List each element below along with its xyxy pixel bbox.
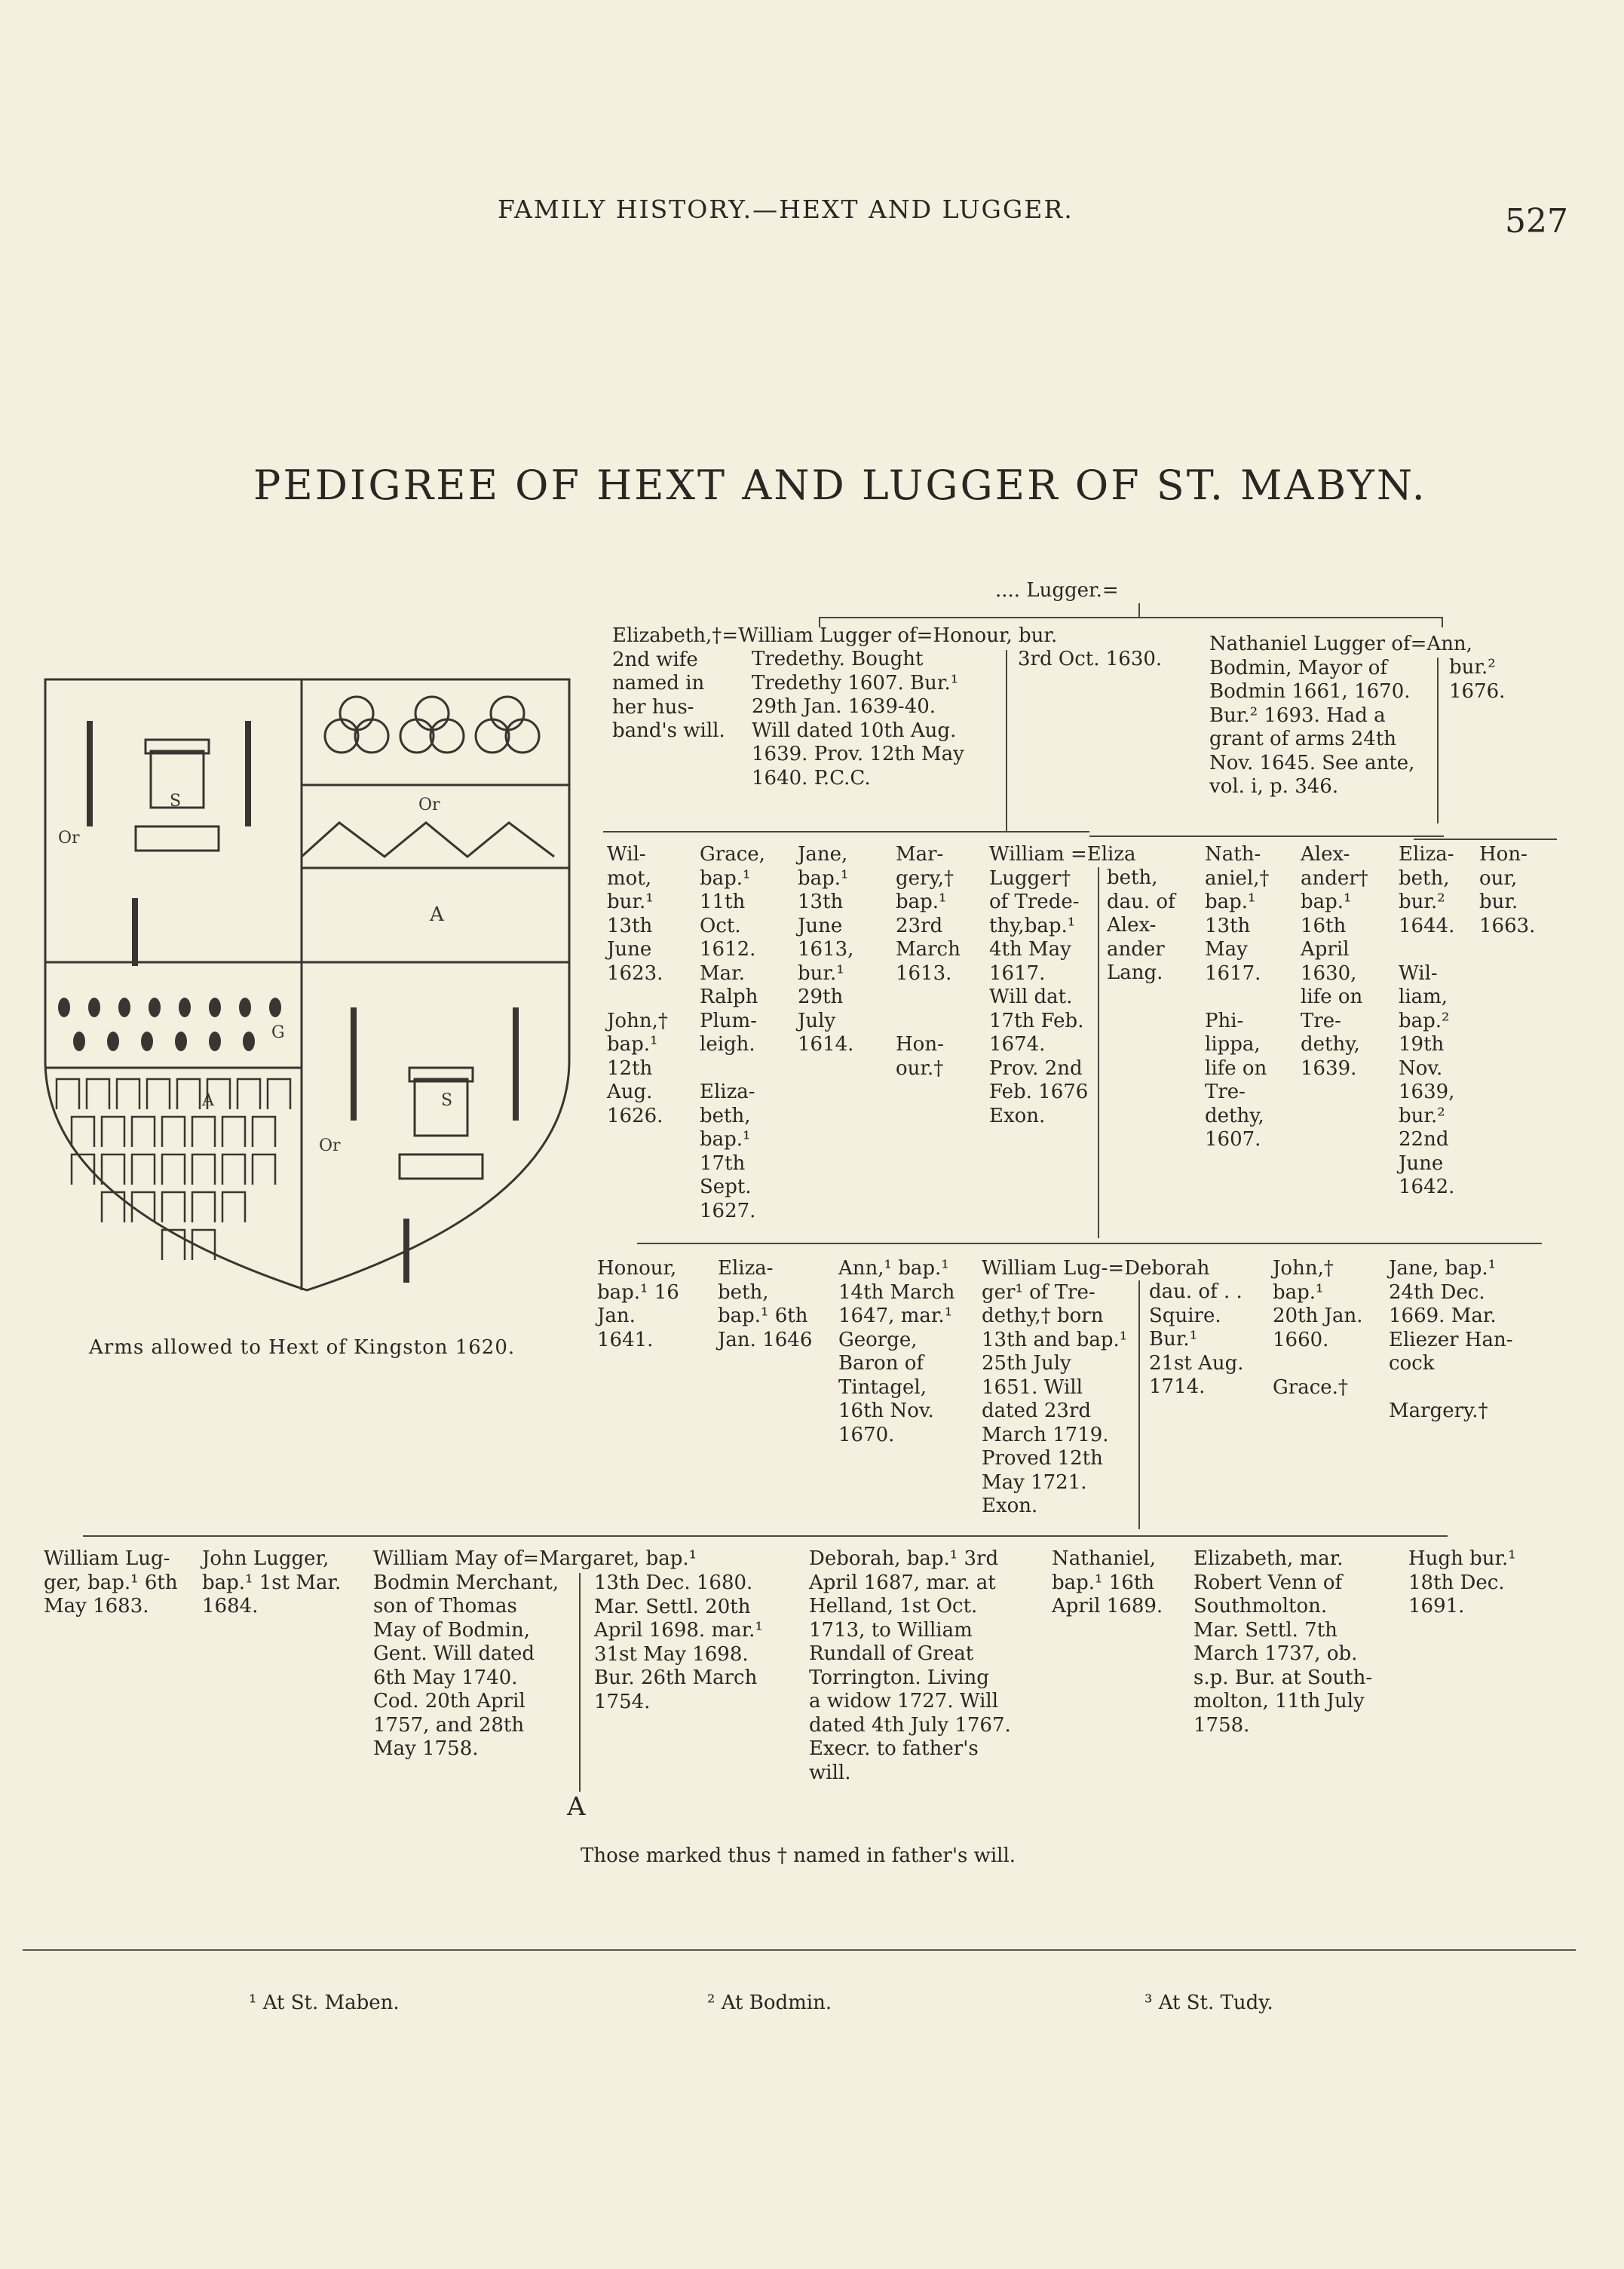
page-number: 527 bbox=[1505, 202, 1568, 241]
jane-gen2: Jane, bap.¹ 13th June 1613, bur.¹ 29th July 1614. bbox=[798, 843, 854, 1056]
footnote-2: ² At Bodmin. bbox=[707, 1992, 832, 2014]
line bbox=[83, 1535, 1448, 1537]
footnote-3: ³ At St. Tudy. bbox=[1144, 1992, 1273, 2014]
line bbox=[1098, 867, 1099, 1238]
nathaniel-gen2: Nath- aniel,† bap.¹ 13th May 1617. Phi- lippa, life on Tre- dethy, 1607. bbox=[1205, 843, 1270, 1151]
continuation-mark: A bbox=[567, 1792, 586, 1822]
line bbox=[1089, 836, 1444, 837]
elizabeth-gen2: Eliza- beth, bur.² 1644. Wil- liam, bap.² 19th Nov. 1639, bur.² 22nd June 1642. bbox=[1399, 843, 1455, 1198]
tincture-a: A bbox=[430, 903, 444, 926]
hugh-gen4: Hugh bur.¹ 18th Dec. 1691. bbox=[1408, 1547, 1516, 1617]
jane-gen3: Jane, bap.¹ 24th Dec. 1669. Mar. Eliezer Han- cock Margery.† bbox=[1389, 1257, 1513, 1422]
honour-gen3: Honour, bap.¹ 16 Jan. 1641. bbox=[597, 1257, 679, 1351]
elizabeth-gen4: Elizabeth, mar. Robert Venn of Southmolton. Mar. Settl. 7th March 1737, ob. s.p. Bur. at South- molton, 11th July 1758. bbox=[1193, 1547, 1373, 1737]
line bbox=[603, 831, 1089, 832]
arms-caption: Arms allowed to Hext of Kingston 1620. bbox=[89, 1336, 516, 1359]
ann-gen1: bur.² 1676. bbox=[1449, 656, 1506, 703]
william-gen1: Tredethy. Bought Tredethy 1607. Bur.¹ 29th Jan. 1639-40. Will dated 10th Aug. 1639. Prov. 12th May 1640. P.C.C. bbox=[752, 648, 964, 790]
deborah-gen4: Deborah, bap.¹ 3rd April 1687, mar. at Helland, 1st Oct. 1713, to William Rundall of Great Torrington. Living a widow 1727. Will dated 4th July 1767. Execr. to father's will. bbox=[809, 1547, 1011, 1784]
tincture-s: S bbox=[170, 792, 182, 811]
william-gen2: William =Eliza Lugger† of Trede- thy,bap.¹ 4th May 1617. Will dat. 17th Feb. 1674. Prov. 2nd Feb. 1676 Exon. bbox=[989, 843, 1136, 1127]
william-gen3: William Lug-=Deborah ger¹ of Tre- dethy,† born 13th and bap.¹ 25th July 1651. Will dated 23rd March 1719. Proved 12th May 1721. Exon. bbox=[982, 1257, 1210, 1517]
elizabeth-gen1: Elizabeth,†=William Lugger of=Honour, bur. 2nd wife named in her hus- band's will. bbox=[612, 624, 1058, 742]
ann-gen3: Ann,¹ bap.¹ 14th March 1647, mar.¹ George, Baron of Tintagel, 16th Nov. 1670. bbox=[838, 1257, 955, 1446]
line bbox=[1138, 1280, 1140, 1529]
grace-gen2: Grace, bap.¹ 11th Oct. 1612. Mar. Ralph Plum- leigh. Eliza- beth, bap.¹ 17th Sept. 1627. bbox=[700, 843, 765, 1222]
margaret-gen4: 13th Dec. 1680. Mar. Settl. 20th April 1698. mar.¹ 31st May 1698. Bur. 26th March 1754. bbox=[594, 1571, 763, 1713]
john-gen3: John,† bap.¹ 20th Jan. 1660. Grace.† bbox=[1273, 1257, 1363, 1399]
coat-of-arms-image bbox=[41, 676, 577, 1294]
honour-gen1: 3rd Oct. 1630. bbox=[1018, 648, 1163, 670]
divider bbox=[23, 1949, 1576, 1951]
william-may: William May of=Margaret, bap.¹ Bodmin Merchant, son of Thomas May of Bodmin, Gent. Will dated 6th May 1740. Cod. 20th April 1757, and 28th May 1758. bbox=[373, 1547, 697, 1760]
pedigree-title: PEDIGREE OF HEXT AND LUGGER OF ST. MABYN. bbox=[253, 461, 1427, 509]
lugger-ancestor: .... Lugger.= bbox=[995, 579, 1119, 602]
line bbox=[1006, 650, 1007, 831]
line bbox=[1414, 839, 1557, 840]
line bbox=[637, 1243, 1542, 1244]
line bbox=[1442, 617, 1443, 627]
line bbox=[1138, 603, 1140, 618]
john-gen4: John Lugger, bap.¹ 1st Mar. 1684. bbox=[202, 1547, 342, 1617]
tincture-or-2: Or bbox=[418, 796, 440, 814]
deborah-squire-gen3: dau. of . . Squire. Bur.¹ 21st Aug. 1714. bbox=[1149, 1280, 1244, 1398]
wilmot-gen2: Wil- mot, bur.¹ 13th June 1623. John,† bap.¹ 12th Aug. 1626. bbox=[607, 843, 668, 1127]
footnote-1: ¹ At St. Maben. bbox=[249, 1992, 400, 2014]
honour-gen2: Hon- our, bur. 1663. bbox=[1479, 843, 1536, 937]
tincture-a-2: A bbox=[202, 1091, 214, 1110]
tincture-s-2: S bbox=[441, 1091, 453, 1110]
william-gen4: William Lug- ger, bap.¹ 6th May 1683. bbox=[44, 1547, 178, 1617]
running-head: FAMILY HISTORY.—HEXT AND LUGGER. bbox=[498, 195, 1074, 224]
elizabeth-lang-gen2: beth, dau. of Alex- ander Lang. bbox=[1107, 866, 1175, 984]
elizabeth-gen3: Eliza- beth, bap.¹ 6th Jan. 1646 bbox=[718, 1257, 813, 1351]
tincture-or-1: Or bbox=[58, 829, 80, 848]
tincture-g: G bbox=[271, 1023, 285, 1042]
margery-gen2: Mar- gery,† bap.¹ 23rd March 1613. Hon- our.† bbox=[896, 843, 961, 1080]
alexander-gen2: Alex- ander† bap.¹ 16th April 1630, life on Tre- dethy, 1639. bbox=[1301, 843, 1368, 1080]
nathaniel-gen4: Nathaniel, bap.¹ 16th April 1689. bbox=[1052, 1547, 1163, 1617]
nathaniel-gen1: Nathaniel Lugger of=Ann, Bodmin, Mayor of Bodmin 1661, 1670. Bur.² 1693. Had a grant of arms 24th Nov. 1645. See ante, vol. i, p. 346. bbox=[1209, 633, 1472, 798]
tincture-or-3: Or bbox=[319, 1136, 341, 1155]
line bbox=[819, 617, 1443, 618]
dagger-note: Those marked thus † named in father's will. bbox=[581, 1844, 1016, 1867]
line bbox=[579, 1573, 581, 1792]
line bbox=[1437, 658, 1439, 823]
